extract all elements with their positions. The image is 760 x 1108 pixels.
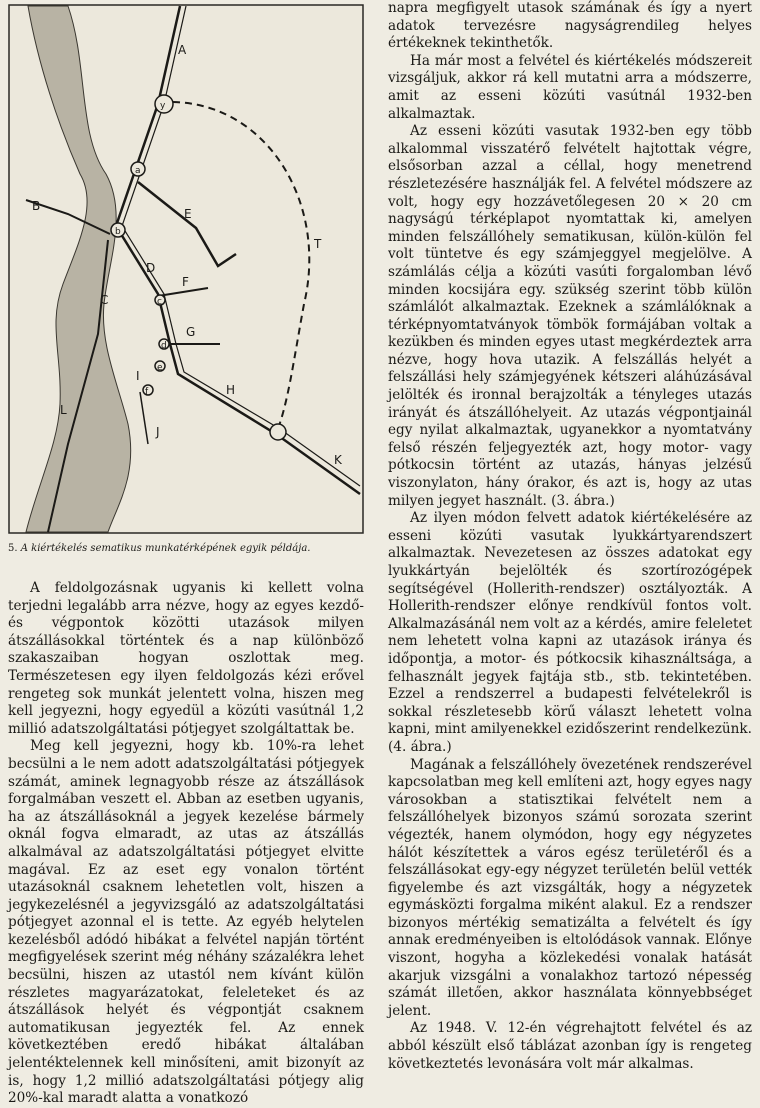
- paragraph: Ha már most a felvétel és kiértékelés módszereit vizsgáljuk, akkor rá kell mutatni arra a módszerre, amit az esseni közúti vasútnál 1932-ben alkalmaztak.: [388, 52, 752, 122]
- label-e-small: e: [157, 363, 163, 373]
- label-k: K: [334, 453, 342, 467]
- paragraph: Magának a felszállóhely övezetének rendszerével kapcsolatban meg kell említeni azt, hogy egyes nagy városokban a statisztikai felvételt nem a felszállóhelyek bizonyos számú sorozata szerint végezték, hanem olymódon, hogy egy négyzetes hálót készítettek a város egész területéről és a felszállásokat egy-egy négyzet területén belül vették figyelembe és azt vizsgálták, hogy a négyzetek egymásközti forgalma miként alakul. Ez a rendszer bizonyos mértékig sematizálta a felvételt és így annak eredményeiben is eltolódások vannak. Előnye viszont, hogyha a közlekedési vonalak hatását akarjuk vizsgálni a vonalakhoz tartozó népesség számát illetően, akkor használata könnyebbséget jelent.: [388, 756, 752, 1019]
- figure-5: [8, 4, 364, 534]
- paragraph: A feldolgozásnak ugyanis ki kellett volna terjedni legalább arra nézve, hogy az egyes kezdő- és végpontok közötti utazások milyen átszállásokkal történtek és a nap különböző szakaszaiban hogyan oszlottak meg. Természetesen egy ilyen feldolgozás kézi erővel rengeteg sok munkát jelentett volna, hiszen meg kell jegyezni, hogy egyedül a közúti vasútnál 1,2 millió adatszolgáltatási pótjegyet szolgáltattak be.: [8, 580, 364, 737]
- paragraph: Az 1948. V. 12-én végrehajtott felvétel és az abból készült első táblázat azonban így is rengeteg következtetés levonására volt már alkalmas.: [388, 1020, 752, 1072]
- label-d-small: d: [161, 341, 167, 351]
- label-f: F: [182, 275, 189, 289]
- label-e: E: [184, 207, 192, 221]
- paragraph: napra megfigyelt utasok számának és így a nyert adatok tervezésre nagyságrendileg helyes értékeknek tekinthetők.: [388, 0, 752, 52]
- station-k: [270, 424, 286, 440]
- left-column: [8, 580, 364, 1108]
- paragraph: Az ilyen módon felvett adatok kiértékelésére az esseni közúti vasutak lyukkártyarendszert alkalmaztak. Nevezetesen az összes adatokat egy lyukkártyán bejelölték és szortírozógépek segítségével (Hollerith-rendszer) osztályozták. A Hollerith-rendszer előnye rendkívül fontos volt. Alkalmazásánál nem volt az a kérdés, amire feleletet nem lehetett volna kapni az utazások iránya és időpontja, a motor- és pótkocsik kihasználtsága, a felhasznált jegyek fajtája stb., stb. tekintetében. Ezzel a rendszerrel a budapesti felvételekről is sokkal részletesebb körű választ lehetett volna kapni, mint amilyenekkel ezidőszerint rendelkezünk. (4. ábra.): [388, 510, 752, 755]
- label-b: B: [32, 199, 41, 213]
- label-g: G: [186, 325, 196, 339]
- right-column: [388, 0, 752, 1073]
- figure-caption: [8, 542, 368, 556]
- paragraph: Meg kell jegyezni, hogy kb. 10%-ra lehet becsülni a le nem adott adatszolgáltatási pótjegyek számát, aminek legnagyobb része az átszállások forgalmában veszett el. Abban az esetben ugyanis, ha az átszállásoknál a jegyek kezelése bármely oknál fogva elmaradt, az utas az átszállás alkalmával az adatszolgáltatási pótjegyet elvitte magával. Ez az eset egy vonalon történt utazásoknál csaknem lehetetlen volt, hiszen a jegykezelésnél a jegyvizsgáló az adatszolgáltatási pótjegyet azonnal el is tette. Az egyéb helytelen kezelésből adódó hibákat a felvétel napján történt megfigyelések szerint még néhány százalékra lehet becsülni, hiszen az utastól nem kívánt külön részletes magyarázatokat, feleleteket és az átszállások helyét és végpontját csaknem automatikusan jegyezték fel. Az ennek következtében eredő hibákat általában jelentéktelennek kell minősíteni, amit bizonyít az is, hogy 1,2 millió adatszolgáltatási pótjegy alig 20%-kal maradt alatta a vonatkozó: [8, 738, 364, 1107]
- caption-text: A kiértékelés sematikus munkatérképének egyik példája.: [20, 543, 311, 554]
- paragraph: Az esseni közúti vasutak 1932-ben egy több alkalommal visszatérő felvételt hajtottak végre, elsősorban azzal a céllal, hogy menetrend részletezésére használják fel. A felvétel módszere az volt, hogy egy hozzávetőlegesen 20 × 20 cm nagyságú térképlapot nyomtattak ki, amelyen minden felszállóhely sematikusan, külön-külön fel volt tüntetve és egy számjeggyel megjelölve. A számlálás célja a közúti vasúti forgalomban lévő minden kocsijára egy. szükség szerint több külön számlálót alkalmaztak. Ezeknek a számlálóknak a térképnyomtatványok tömbök formájában voltak a kezükben és minden egyes utast megkérdeztek arra nézve, hogy hova utazik. A felszállás helyét a felszállási hely számjegyének kétszeri aláhúzásával jelölték és ironnal berajzolták a tényleges utazás irányát és átszállóhelyeit. Az utazás végpontjainál egy nyilat alkalmaztak, ugyanekkor a nyomtatvány felső részén feljegyezték azt, hogy motor- vagy pótkocsin történt az utazás, hányas jelzésű viszonylaton, hány órakor, és azt is, hogy az utas milyen jegyet használt. (3. ábra.): [388, 123, 752, 509]
- label-a: A: [178, 43, 187, 57]
- label-h: H: [226, 383, 236, 397]
- label-j: J: [156, 425, 160, 439]
- label-c-small: c: [157, 297, 162, 307]
- caption-number: 5.: [8, 543, 18, 554]
- label-t: T: [314, 237, 322, 251]
- label-d: D: [146, 261, 156, 275]
- label-i: I: [136, 369, 140, 383]
- label-l: L: [60, 403, 67, 417]
- label-c: C: [100, 293, 109, 307]
- label-y: y: [160, 101, 166, 111]
- schematic-map: [8, 4, 364, 534]
- label-b-small: b: [115, 227, 121, 237]
- label-a-small: a: [135, 166, 141, 176]
- label-f-small: f: [145, 387, 149, 397]
